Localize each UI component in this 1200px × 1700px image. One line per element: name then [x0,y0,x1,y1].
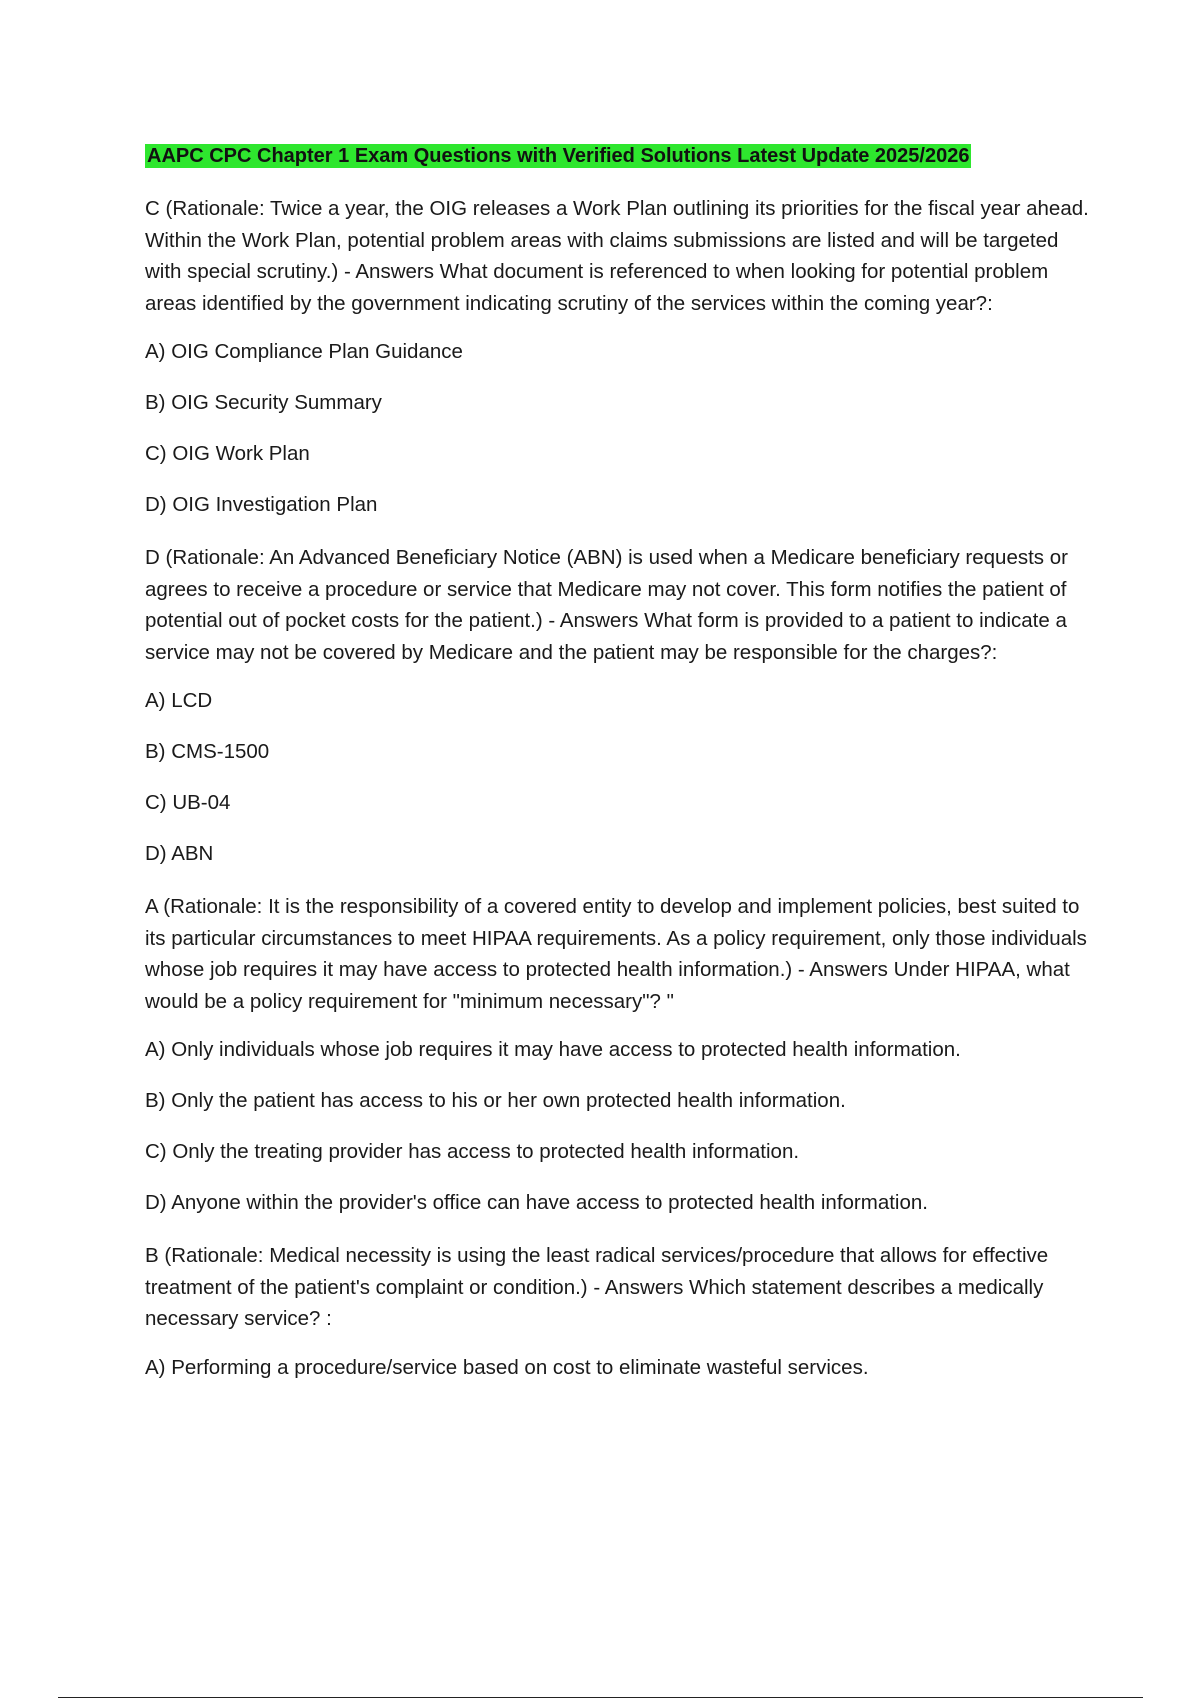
answer-option: A) Only individuals whose job requires it may have access to protected health information. [145,1038,961,1061]
title-block [145,143,1090,171]
answer-option: B) OIG Security Summary [145,391,382,414]
answer-option: D) Anyone within the provider's office can have access to protected health information. [145,1191,928,1214]
footer-divider [58,1697,1143,1698]
answer-option: A) Performing a procedure/service based on cost to eliminate wasteful services. [145,1355,869,1379]
answer-option: B) Only the patient has access to his or her own protected health information. [145,1089,846,1112]
question-block [145,542,1090,868]
document-page [145,143,1090,1405]
answer-option: A) LCD [145,689,213,712]
question-text: A (Rationale: It is the responsibility of a covered entity to develop and implement policies, best suited to its particular circumstances to meet HIPAA requirements. As a policy requirement, only those individuals whose job requires it may have access to protected health information.) - Answers Under HIPAA, what would be a policy requirement for "minimum necessary"? " [145,895,1087,1013]
document-title: AAPC CPC Chapter 1 Exam Questions with Verified Solutions Latest Update 2025/2026 [147,145,970,167]
question-text: C (Rationale: Twice a year, the OIG releases a Work Plan outlining its priorities for the fiscal year ahead. Within the Work Plan, potential problem areas with claims submissions are listed and will be targeted with special scrutiny.) - Answers What document is referenced to when looking for potential problem areas identified by the government indicating scrutiny of the services within the coming year?: [145,197,1089,315]
question-block [145,193,1090,519]
answer-option: B) CMS-1500 [145,740,270,763]
answer-option: C) UB-04 [145,791,231,814]
question-block [145,1240,1090,1382]
answer-option: D) ABN [145,842,214,865]
answer-option: D) OIG Investigation Plan [145,493,378,516]
answer-option: C) Only the treating provider has access to protected health information. [145,1140,800,1163]
question-block [145,891,1090,1217]
question-text: D (Rationale: An Advanced Beneficiary Notice (ABN) is used when a Medicare beneficiary requests or agrees to receive a procedure or service that Medicare may not cover. This form notifies the patient of potential out of pocket costs for the patient.) - Answers What form is provided to a patient to indicate a service may not be covered by Medicare and the patient may be responsible for the charges?: [145,546,1068,664]
answer-option: C) OIG Work Plan [145,442,310,465]
answer-option: A) OIG Compliance Plan Guidance [145,340,463,363]
question-text: B (Rationale: Medical necessity is using the least radical services/procedure that allows for effective treatment of the patient's complaint or condition.) - Answers Which statement describes a medically necessary service? : [145,1244,1049,1330]
